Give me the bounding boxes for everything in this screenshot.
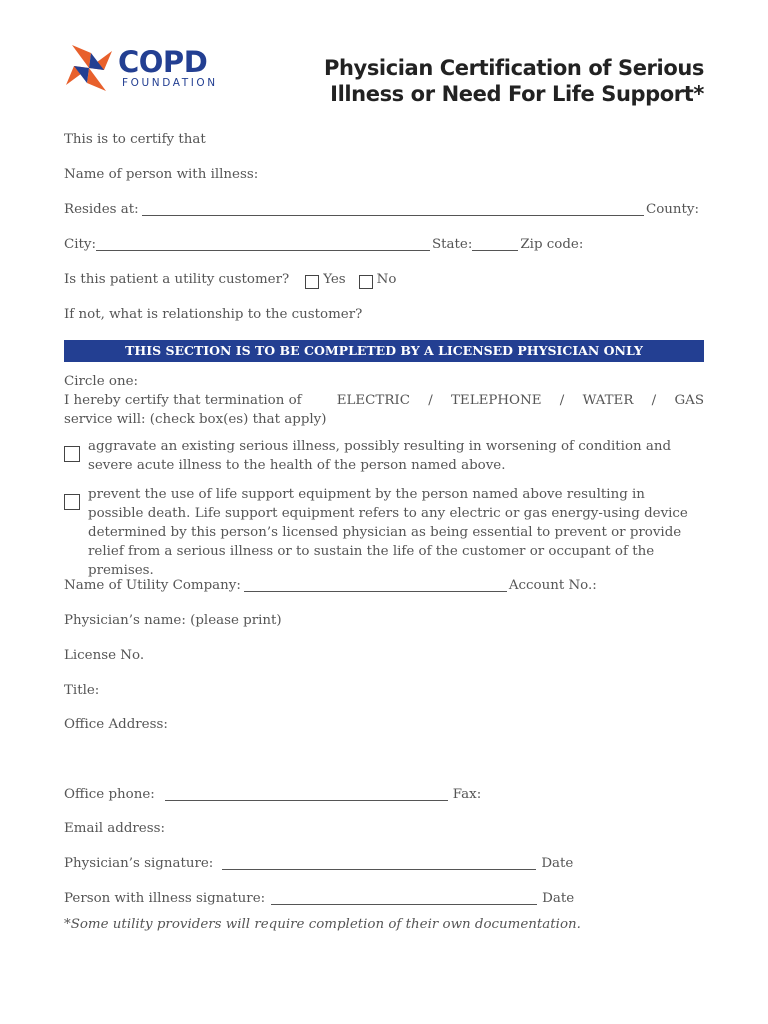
option-telephone[interactable]: TELEPHONE	[451, 393, 542, 408]
physician-name-label: Physician’s name: (please print)	[64, 613, 282, 628]
no-checkbox[interactable]	[359, 275, 373, 289]
physician-signature-label: Physician’s signature:	[64, 856, 214, 871]
office-phone-row	[64, 785, 704, 803]
office-address-row-2	[64, 750, 704, 768]
person-date-label: Date	[542, 891, 575, 906]
utility-customer-row	[64, 270, 704, 288]
relationship-label: If not, what is relationship to the customer?	[64, 307, 363, 322]
county-label: County:	[645, 202, 699, 217]
intro-row	[64, 130, 704, 148]
person-signature-field[interactable]	[271, 903, 537, 905]
license-label: License No.	[64, 648, 145, 663]
city-field[interactable]	[96, 249, 430, 251]
page-title	[264, 55, 704, 107]
circle-one-section	[64, 372, 704, 429]
office-address-row	[64, 715, 704, 733]
option-water[interactable]: WATER	[582, 393, 634, 408]
copd-foundation-logo	[64, 40, 239, 96]
prevent-item	[64, 485, 704, 580]
resides-row	[64, 200, 704, 218]
yes-checkbox[interactable]	[305, 275, 319, 289]
option-separator: /	[428, 393, 433, 408]
state-field[interactable]	[472, 249, 518, 251]
fax-label: Fax:	[452, 787, 482, 802]
page-title-line1: Physician Certification of Serious	[323, 56, 704, 80]
title-label: Title:	[64, 683, 100, 698]
name-of-person-row	[64, 165, 704, 183]
aggravate-checkbox[interactable]	[64, 446, 80, 462]
circle-one-line	[64, 391, 704, 410]
zip-label: Zip code:	[520, 237, 584, 252]
option-separator: /	[651, 393, 657, 408]
aggravate-text: aggravate an existing serious illness, possibly resulting in worsening of condition and severe acute illness to the health of the person named above.	[88, 439, 672, 473]
resides-at-field[interactable]	[142, 214, 644, 216]
option-electric[interactable]: ELECTRIC	[336, 393, 410, 408]
person-signature-row	[64, 889, 704, 907]
utility-company-field[interactable]	[244, 590, 507, 592]
state-label: State:	[432, 237, 473, 252]
office-phone-field[interactable]	[165, 799, 448, 801]
office-phone-label: Office phone:	[64, 787, 155, 802]
office-address-label: Office Address:	[64, 717, 168, 732]
service-text: service will: (check box(es) that apply)	[64, 412, 327, 427]
email-row	[64, 819, 704, 837]
certify-text: I hereby certify that termination of	[64, 393, 302, 408]
person-signature-label: Person with illness signature:	[64, 891, 266, 906]
footnote: *Some utility providers will require completion of their own documentation.	[64, 917, 581, 932]
circle-one-label: Circle one:	[64, 374, 139, 389]
physician-signature-field[interactable]	[222, 868, 536, 870]
utility-company-label: Name of Utility Company:	[64, 578, 241, 593]
yes-label: Yes	[323, 272, 346, 287]
city-label: City:	[64, 237, 96, 252]
intro-text: This is to certify that	[64, 132, 206, 147]
physician-name-row	[64, 611, 704, 629]
physician-date-label: Date	[541, 856, 574, 871]
title-row	[64, 681, 704, 699]
option-separator: /	[559, 393, 565, 408]
prevent-text: prevent the use of life support equipment by the person named above resulting in possible death. Life support equipment refers to any electric or gas energy-using device determined by this person’s licensed physician as being essential to prevent or provide relief from a serious illness or to sustain the life of the customer or occupant of the premises.	[88, 487, 688, 578]
logo-brand-text: COPD	[118, 45, 208, 79]
option-gas[interactable]: GAS	[674, 393, 704, 408]
relationship-row	[64, 305, 704, 323]
page-title-line2: Illness or Need For Life Support*	[330, 82, 704, 106]
license-row	[64, 646, 704, 664]
physician-section-banner: THIS SECTION IS TO BE COMPLETED BY A LICENSED PHYSICIAN ONLY	[64, 340, 704, 362]
physician-signature-row	[64, 854, 704, 872]
aggravate-item	[64, 437, 704, 475]
city-row	[64, 235, 704, 253]
no-label: No	[376, 272, 397, 287]
utility-company-row	[64, 576, 704, 594]
email-label: Email address:	[64, 821, 165, 836]
account-no-label: Account No.:	[508, 578, 597, 593]
resides-at-label: Resides at:	[64, 202, 139, 217]
name-of-person-label: Name of person with illness:	[64, 167, 259, 182]
utility-question: Is this patient a utility customer?	[64, 272, 290, 287]
logo-sub-text: FOUNDATION	[122, 77, 218, 89]
service-options	[323, 391, 704, 410]
pinwheel-icon	[64, 43, 114, 93]
prevent-checkbox[interactable]	[64, 494, 80, 510]
